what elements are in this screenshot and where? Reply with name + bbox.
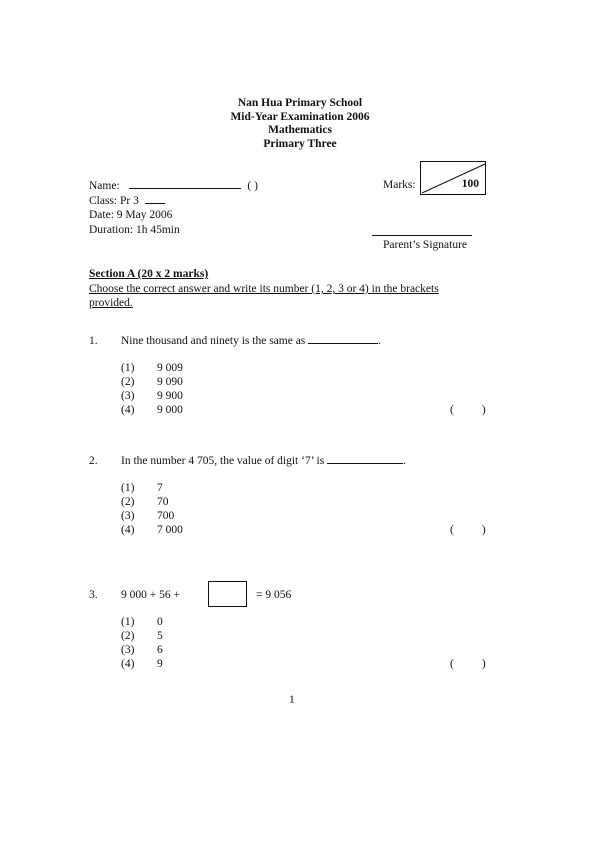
register-bracket: ( )	[247, 180, 258, 192]
option-number: (3)	[121, 390, 135, 402]
exam-header	[0, 97, 600, 151]
option-number: (1)	[121, 616, 135, 628]
exam-title: Mid-Year Examination 2006	[230, 110, 370, 123]
option-number: (2)	[121, 630, 135, 642]
option-number: (3)	[121, 510, 135, 522]
bracket-close: )	[481, 404, 486, 416]
option-number: (2)	[121, 496, 135, 508]
question-text-end: .	[378, 335, 382, 347]
option-value: 9 009	[157, 362, 183, 374]
option-value: 7	[157, 482, 163, 494]
option-number: (1)	[121, 482, 135, 494]
answer-blank[interactable]	[308, 343, 378, 344]
question-text-body: Nine thousand and ninety is the same as	[121, 335, 309, 347]
bracket-open: (	[450, 404, 454, 416]
question-text	[121, 335, 381, 347]
section-instructions: Choose the correct answer and write its number (1, 2, 3 or 4) in the brackets provided.	[89, 283, 439, 309]
option-value: 9 000	[157, 404, 183, 416]
option-number: (2)	[121, 376, 135, 388]
option-number: (3)	[121, 644, 135, 656]
question-number: 2.	[89, 455, 98, 467]
option-value: 700	[157, 510, 175, 522]
name-label: Name:	[89, 180, 120, 192]
section-title: Section A (20 x 2 marks)	[89, 268, 209, 280]
option-number: (4)	[121, 524, 135, 536]
marks-total: 100	[461, 178, 479, 190]
bracket-close: )	[481, 524, 486, 536]
bracket-open: (	[450, 524, 454, 536]
date-row: Date: 9 May 2006	[89, 209, 173, 221]
option-value: 5	[157, 630, 163, 642]
bracket-close: )	[481, 658, 486, 670]
bracket-open: (	[450, 658, 454, 670]
duration-row: Duration: 1h 45min	[89, 223, 180, 236]
name-blank[interactable]	[129, 188, 241, 189]
missing-number-box[interactable]	[208, 581, 247, 607]
question-expression-right: = 9 056	[256, 589, 292, 601]
class-row	[89, 194, 258, 209]
question-number: 3.	[89, 589, 98, 601]
name-row	[89, 179, 258, 194]
signature-line	[372, 235, 472, 236]
option-value: 70	[157, 496, 169, 508]
question-text	[121, 455, 406, 467]
signature-label: Parent’s Signature	[383, 239, 467, 251]
answer-bracket[interactable]	[450, 658, 486, 670]
option-value: 6	[157, 644, 163, 656]
answer-bracket[interactable]	[450, 404, 486, 416]
school-name: Nan Hua Primary School	[237, 97, 363, 109]
question-text-body: In the number 4 705, the value of digit ‘7’ is	[121, 455, 328, 467]
answer-bracket[interactable]	[450, 524, 486, 536]
option-value: 9 090	[157, 376, 183, 388]
option-value: 9	[157, 658, 163, 670]
student-info	[89, 179, 258, 237]
option-value: 9 900	[157, 390, 183, 402]
option-number: (1)	[121, 362, 135, 374]
marks-label: Marks:	[383, 179, 416, 191]
class-blank[interactable]	[145, 203, 165, 204]
question-number: 1.	[89, 335, 98, 347]
class-label: Class: Pr 3	[89, 194, 139, 207]
page-number: 1	[289, 694, 295, 706]
option-number: (4)	[121, 658, 135, 670]
marks-box	[420, 161, 486, 195]
level-title: Primary Three	[263, 137, 337, 150]
question-text-end: .	[403, 455, 406, 467]
answer-blank[interactable]	[327, 463, 403, 464]
option-number: (4)	[121, 404, 135, 416]
option-value: 0	[157, 616, 163, 628]
question-expression-left: 9 000 + 56 +	[121, 589, 180, 601]
subject-title: Mathematics	[268, 124, 332, 136]
option-value: 7 000	[157, 524, 183, 536]
